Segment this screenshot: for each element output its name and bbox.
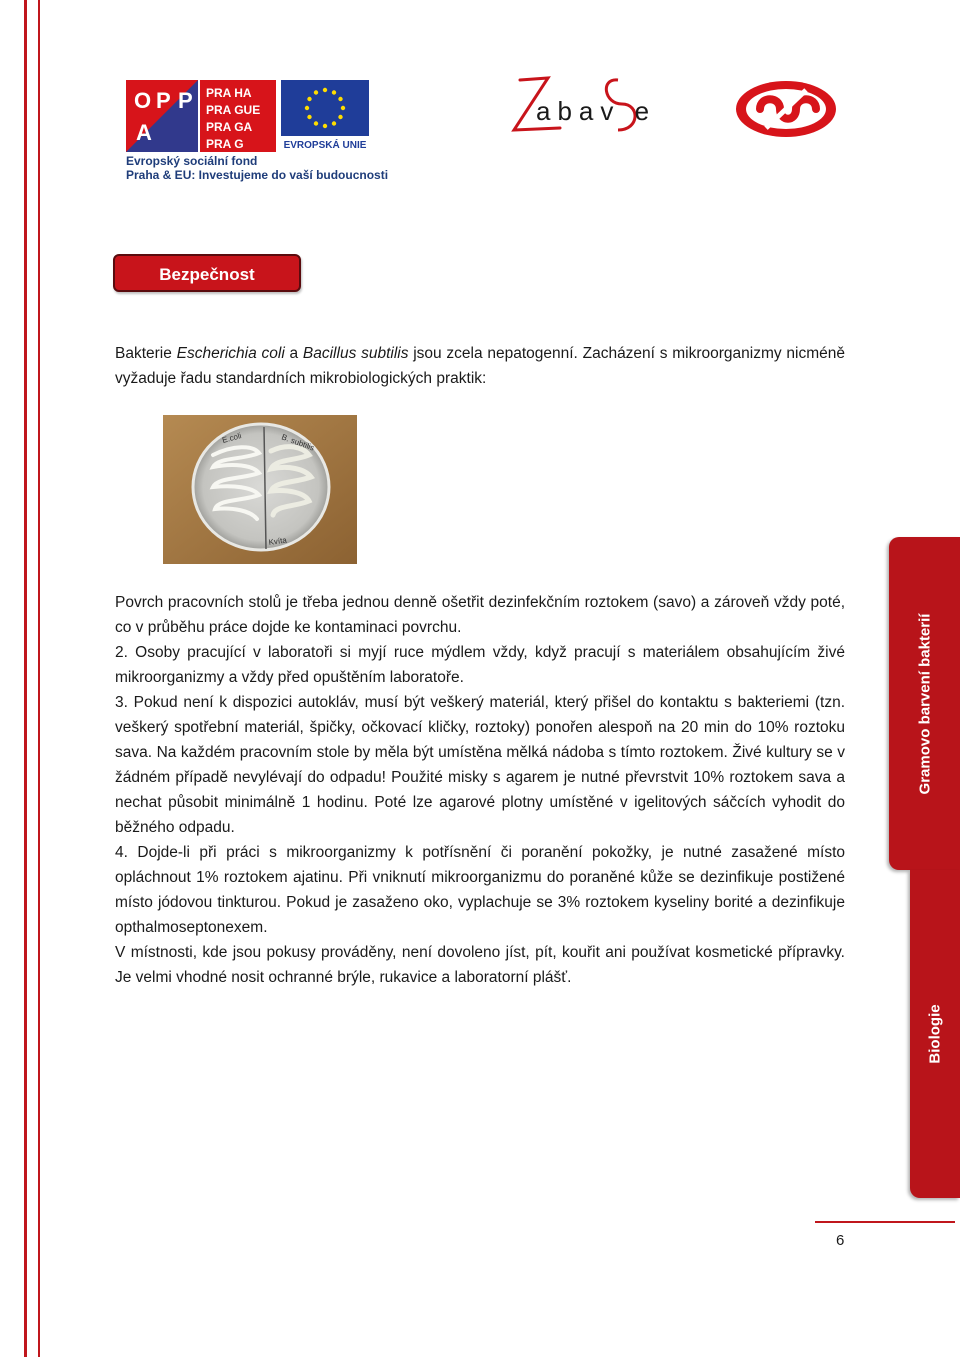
plate-label: Kvíta bbox=[268, 535, 288, 547]
rule-paragraph: 3. Pokud není k dispozici autokláv, musí být veškerý materiál, který přišel do kontaktu s bakteriemi (tzn. veškerý spotřební materiál, špičky, očkovací kličky, roztoky) ponořen alespoň na 20 min do 10% roztoku sava. Na každém pracovním stole by měla být umístěna mělká nádoba s tímto roztokem. Živé kultury se v žádném případě nevylévají do odpadu! Použité misky s agarem je nutné převrstvit 10% roztokem sava a nechat působit minimálně 1 hodinu. Poté lze agarové plotny umístěné v igelitových sáčcích vyhodit do běžného odpadu. bbox=[115, 694, 845, 836]
opp-praha-logo bbox=[126, 80, 276, 152]
subject-tab-label: Biologie bbox=[926, 1004, 944, 1064]
rule-paragraph: V místnosti, kde jsou pokusy prováděny, není dovoleno jíst, pít, kouřit ani používat kosmetické přípravky. Je velmi vhodné nosit ochranné brýle, rukavice a laboratorní plášť. bbox=[115, 944, 845, 986]
opp-letter: O bbox=[134, 88, 152, 113]
zabavse-text: abav e bbox=[536, 96, 657, 126]
opp-letter: P bbox=[178, 88, 193, 113]
partner-logo bbox=[732, 78, 840, 140]
eu-label: EVROPSKÁ UNIE bbox=[283, 140, 367, 150]
rule-paragraph: Povrch pracovních stolů je třeba jednou denně ošetřit dezinfekčním roztokem (savo) a zároveň vždy poté, co v průběhu práce dojde ke kontaminaci povrchu. bbox=[115, 594, 845, 636]
section-title: Bezpečnost bbox=[113, 254, 301, 292]
topic-tab-label: Gramovo barvení bakterií bbox=[916, 613, 933, 794]
plate-label: E.coli bbox=[221, 431, 243, 445]
species-name: Escherichia coli bbox=[176, 345, 285, 362]
subject-side-tab bbox=[910, 870, 960, 1198]
eu-flag-logo bbox=[281, 80, 369, 150]
intro-paragraph bbox=[115, 341, 845, 391]
opp-letter: P bbox=[156, 88, 171, 113]
margin-line bbox=[24, 0, 27, 1357]
rule-paragraph: 2. Osoby pracující v laboratoři si myjí ruce mýdlem vždy, když pracují s materiálem obsahujícím živé mikroorganizmy a vždy před opuštěním laboratoře. bbox=[115, 644, 845, 686]
zabavse-logo bbox=[508, 72, 688, 138]
intro-text: jsou zcela nepatogenní. Zacházení s mikroorganizmy nicméně vyžaduje řadu standardních mikrobiologických praktik: bbox=[115, 345, 845, 387]
rule-paragraph: 4. Dojde-li při práci s mikroorganizmy k potřísnění či poranění pokožky, je nutné zasažené místo opláchnout 1% roztokem ajatinu. Při vniknutí mikroorganizmu do poraněné kůže se dezinfikuje postižené místo jódovou tinkturou. Pokud je zasaženo oko, vyplachuje se 3% roztokem kyseliny borité a dezinfikuje opthalmoseptonexem. bbox=[115, 844, 845, 936]
praha-text: PRA GA bbox=[206, 120, 253, 134]
species-name: Bacillus subtilis bbox=[302, 345, 409, 362]
footer-divider bbox=[815, 1221, 955, 1223]
margin-line bbox=[38, 0, 40, 1357]
topic-side-tab bbox=[889, 537, 960, 870]
opp-letter: A bbox=[136, 120, 152, 145]
esf-line: Evropský sociální fond bbox=[126, 154, 258, 168]
petri-dish-photo bbox=[163, 415, 357, 564]
intro-text: Bakterie bbox=[115, 345, 177, 362]
praha-text: PRA GUE bbox=[206, 103, 261, 117]
plate-label: B. subtilis bbox=[280, 432, 316, 453]
praha-text: PRA G bbox=[206, 137, 244, 151]
intro-text: a bbox=[284, 345, 303, 362]
esf-caption bbox=[126, 154, 388, 182]
safety-rules bbox=[115, 590, 845, 990]
page-number: 6 bbox=[836, 1232, 845, 1249]
praha-text: PRA HA bbox=[206, 86, 252, 100]
esf-line: Praha & EU: Investujeme do vaší budoucnosti bbox=[126, 168, 389, 182]
